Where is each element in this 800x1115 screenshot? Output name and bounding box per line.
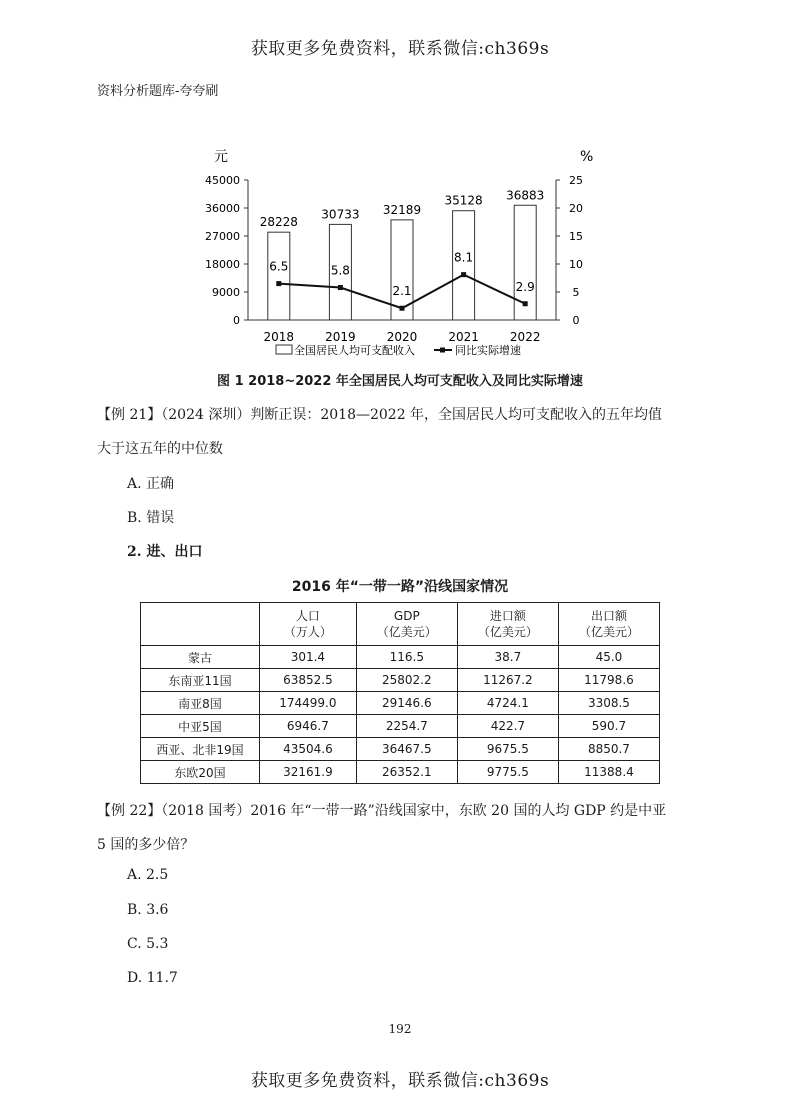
example-22-line1: 【例 22】（2018 国考）2016 年“一带一路”沿线国家中，东欧 20 国的人均 GDP 约是中亚 — [97, 803, 667, 819]
cell-imports: 38.7 — [457, 646, 558, 669]
cell-imports: 9775.5 — [457, 761, 558, 784]
cell-population: 6946.7 — [260, 715, 357, 738]
bar-value-label: 32189 — [382, 202, 422, 217]
table-title: 2016 年“一带一路”沿线国家情况 — [291, 579, 509, 595]
y-right-tick-label: 10 — [569, 258, 583, 271]
y-right-tick-label: 25 — [569, 174, 583, 187]
y-left-tick-label: 18000 — [205, 258, 240, 271]
row-region: 蒙古 — [141, 646, 260, 669]
header-banner: 获取更多免费资料，联系微信:ch369s — [250, 39, 550, 59]
legend-bar-swatch — [276, 345, 292, 354]
row-region: 东欧20国 — [141, 761, 260, 784]
row-region: 西亚、北非19国 — [141, 738, 260, 761]
cell-exports: 45.0 — [558, 646, 659, 669]
footer-banner: 获取更多免费资料，联系微信:ch369s — [250, 1071, 550, 1091]
growth-point — [523, 301, 528, 306]
header-exports: 出口额 （亿美元） — [558, 603, 659, 646]
y-right-tick-label: 5 — [572, 286, 580, 299]
cell-gdp: 25802.2 — [356, 669, 457, 692]
example-22-option-d: D. 11.7 — [127, 970, 178, 986]
row-region: 中亚5国 — [141, 715, 260, 738]
cell-population: 32161.9 — [260, 761, 357, 784]
growth-value-label: 6.5 — [269, 259, 289, 274]
cell-exports: 11798.6 — [558, 669, 659, 692]
example-21-option-b: B. 错误 — [127, 510, 175, 526]
y-right-tick-label: 15 — [569, 230, 583, 243]
cell-imports: 422.7 — [457, 715, 558, 738]
bar-value-label: 35128 — [444, 193, 483, 208]
growth-point — [400, 306, 405, 311]
bar-value-label: 30733 — [321, 207, 360, 222]
chart-svg — [190, 140, 610, 370]
x-tick-label: 2020 — [386, 330, 418, 344]
table-row — [141, 715, 660, 738]
cell-imports: 9675.5 — [457, 738, 558, 761]
example-21-option-a: A. 正确 — [127, 476, 175, 492]
cell-population: 43504.6 — [260, 738, 357, 761]
x-tick-label: 2021 — [448, 330, 479, 344]
example-22-option-c: C. 5.3 — [127, 936, 169, 952]
row-region: 南亚8国 — [141, 692, 260, 715]
cell-exports: 590.7 — [558, 715, 659, 738]
table-row — [141, 692, 660, 715]
cell-population: 63852.5 — [260, 669, 357, 692]
table-row — [141, 761, 660, 784]
cell-exports: 8850.7 — [558, 738, 659, 761]
example-21-question — [97, 398, 717, 466]
y-left-tick-label: 27000 — [205, 230, 240, 243]
header-imports: 进口额 （亿美元） — [457, 603, 558, 646]
belt-road-table — [140, 602, 660, 784]
row-region: 东南亚11国 — [141, 669, 260, 692]
table-header-row — [141, 603, 660, 646]
growth-value-label: 8.1 — [454, 250, 474, 265]
example-22-line2: 5 国的多少倍？ — [97, 837, 195, 853]
cell-gdp: 116.5 — [356, 646, 457, 669]
cell-gdp: 26352.1 — [356, 761, 457, 784]
y-right-unit: % — [580, 149, 594, 165]
legend-line-marker — [440, 348, 445, 353]
y-right-tick-label: 0 — [572, 314, 580, 327]
growth-point — [276, 281, 281, 286]
bar-value-label: 28228 — [259, 215, 298, 230]
y-right-tick-label: 20 — [569, 202, 583, 215]
example-22-option-a: A. 2.5 — [127, 867, 169, 883]
figure-caption: 图 1 2018~2022 年全国居民人均可支配收入及同比实际增速 — [217, 374, 583, 389]
example-22-option-b: B. 3.6 — [127, 902, 169, 918]
bar-value-label: 36883 — [506, 188, 545, 203]
income-chart — [190, 140, 610, 370]
x-tick-label: 2018 — [263, 330, 295, 344]
y-left-tick-label: 9000 — [212, 286, 240, 299]
y-left-tick-label: 45000 — [205, 174, 240, 187]
cell-gdp: 29146.6 — [356, 692, 457, 715]
x-tick-label: 2019 — [325, 330, 356, 344]
running-title: 资料分析题库-夸夸刷 — [97, 84, 219, 99]
table-row — [141, 646, 660, 669]
growth-value-label: 5.8 — [330, 263, 350, 278]
cell-exports: 3308.5 — [558, 692, 659, 715]
y-left-tick-label: 0 — [233, 314, 240, 327]
table-corner-cell — [141, 603, 260, 646]
growth-point — [461, 272, 466, 277]
table-row — [141, 738, 660, 761]
cell-gdp: 2254.7 — [356, 715, 457, 738]
y-left-tick-label: 36000 — [205, 202, 240, 215]
growth-value-label: 2.9 — [515, 279, 535, 294]
bar — [268, 232, 290, 320]
y-left-unit: 元 — [214, 149, 228, 165]
growth-value-label: 2.1 — [392, 284, 412, 299]
legend-line-label: 同比实际增速 — [455, 344, 521, 357]
table-row — [141, 669, 660, 692]
cell-population: 174499.0 — [260, 692, 357, 715]
cell-imports: 4724.1 — [457, 692, 558, 715]
section-heading: 2. 进、出口 — [127, 544, 203, 560]
example-22-question — [97, 794, 717, 862]
cell-imports: 11267.2 — [457, 669, 558, 692]
growth-point — [338, 285, 343, 290]
header-gdp: GDP （亿美元） — [356, 603, 457, 646]
example-21-line2: 大于这五年的中位数 — [97, 441, 223, 457]
page-number: 192 — [388, 1022, 412, 1036]
bar — [453, 211, 475, 320]
cell-gdp: 36467.5 — [356, 738, 457, 761]
header-population: 人口 （万人） — [260, 603, 357, 646]
cell-population: 301.4 — [260, 646, 357, 669]
x-tick-label: 2022 — [509, 330, 541, 344]
example-21-line1: 【例 21】（2024 深圳）判断正误：2018—2022 年，全国居民人均可支配收入的五年均值 — [97, 407, 663, 423]
cell-exports: 11388.4 — [558, 761, 659, 784]
legend-bar-label: 全国居民人均可支配收入 — [294, 344, 415, 357]
